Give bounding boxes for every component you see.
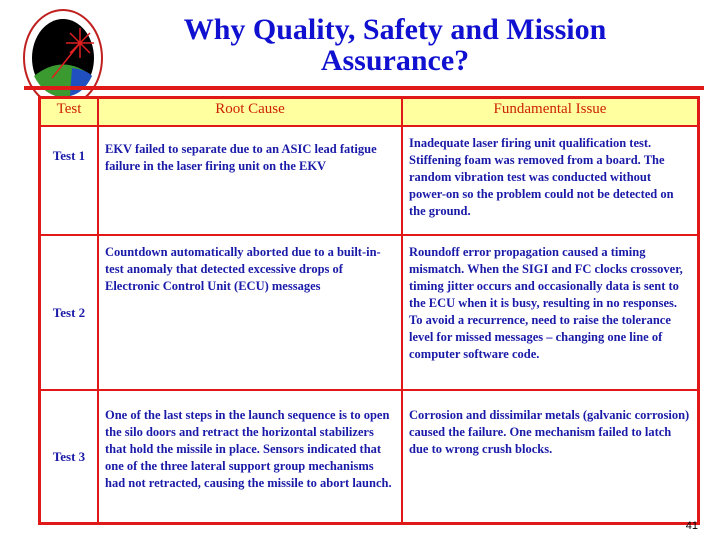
test-cell: Test 2	[40, 235, 99, 390]
page-number: 41	[685, 520, 698, 532]
header-root-cause: Root Cause	[98, 98, 402, 127]
page-title: Why Quality, Safety and Mission Assurance?	[183, 13, 607, 77]
issue-cell: Corrosion and dissimilar metals (galvanic corrosion) caused the failure. One mechanism failed to latch due to wrong crush blocks.	[402, 390, 699, 523]
test-cell: Test 3	[40, 390, 99, 523]
header-test: Test	[40, 98, 99, 127]
divider	[24, 86, 704, 90]
header-row	[40, 98, 699, 127]
table-row	[40, 235, 699, 390]
root-cause-cell: Countdown automatically aborted due to a built-in-test anomaly that detected excessive drops of Electronic Control Unit (ECU) messages	[98, 235, 402, 390]
issue-cell: Roundoff error propagation caused a timing mismatch. When the SIGI and FC clocks crossover, timing jitter occurs and occasionally data is sent to the ECU when it is busy, resulting in no responses. To avoid a recurrence, need to raise the tolerance level for missed messages – changing one line of computer software code.	[402, 235, 699, 390]
table-row	[40, 126, 699, 235]
test-cell: Test 1	[40, 126, 99, 235]
root-cause-cell: One of the last steps in the launch sequence is to open the silo doors and retract the horizontal stabilizers that hold the missile in place. Sensors indicated that one of the three lateral support group mechanisms had not retracted, causing the missile to abort launch.	[98, 390, 402, 523]
table-row	[40, 390, 699, 523]
issues-table	[38, 96, 700, 525]
header-fundamental-issue: Fundamental Issue	[402, 98, 699, 127]
mda-logo	[22, 8, 104, 108]
root-cause-cell: EKV failed to separate due to an ASIC lead fatigue failure in the laser firing unit on the EKV	[98, 126, 402, 235]
issue-cell: Inadequate laser firing unit qualification test. Stiffening foam was removed from a board. The random vibration test was conducted without power-on so the problem could not be detected on the ground.	[402, 126, 699, 235]
